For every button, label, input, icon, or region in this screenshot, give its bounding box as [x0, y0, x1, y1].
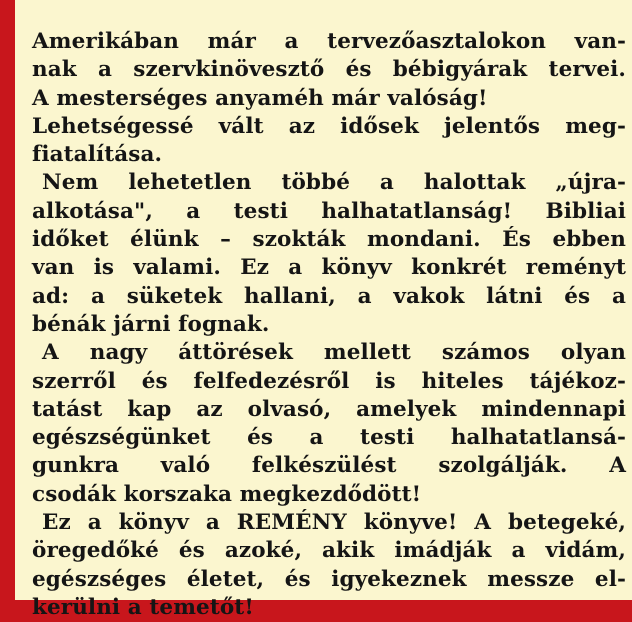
text-line: ad: a süketek hallani, a vakok látni és a	[32, 283, 626, 309]
paragraph-1	[32, 28, 626, 169]
text-line: kerülni a temetőt!	[32, 594, 254, 620]
paragraph-3	[32, 339, 626, 509]
text-line: tatást kap az olvasó, amelyek mindennapi	[32, 396, 626, 422]
text-line: Amerikában már a tervezőasztalokon van-	[32, 29, 626, 54]
text-line: Ez a könyv a REMÉNY könyve! A betegeké,	[42, 510, 626, 536]
text-line: alkotása", a testi halhatatlanság! Bibliai	[32, 198, 626, 224]
text-line: bénák járni fognak.	[32, 311, 270, 337]
text-line: öregedőké és azoké, akik imádják a vidám,	[32, 538, 626, 564]
text-line: gunkra való felkészülést szolgálják. A	[32, 453, 626, 479]
text-line: A nagy áttörések mellett számos olyan	[42, 340, 626, 366]
text-line: egészséges életet, és igyekeznek messze el-	[32, 566, 626, 592]
text-line: fiatalítása.	[32, 142, 163, 168]
text-line: nak a szervkinövesztő és bébigyárak tervei.	[32, 57, 626, 83]
text-line: szerről és felfedezésről is hiteles tájékoz-	[32, 368, 626, 394]
text-line: van is valami. Ez a könyv konkrét reményt	[32, 255, 626, 281]
back-cover-panel	[15, 0, 632, 620]
blurb-text	[32, 28, 626, 622]
paragraph-4	[32, 509, 626, 622]
text-line: egészségünket és a testi halhatatlansá-	[32, 425, 626, 451]
text-line: Nem lehetetlen többé a halottak „újra-	[42, 170, 626, 196]
text-line: csodák korszaka megkezdődött!	[32, 481, 422, 507]
paragraph-2	[32, 169, 626, 339]
text-line: Lehetségessé vált az idősek jelentős meg-	[32, 113, 626, 139]
text-line: időket élünk – szokták mondani. És ebben	[32, 227, 626, 253]
text-line: A mesterséges anyaméh már valóság!	[32, 85, 488, 111]
